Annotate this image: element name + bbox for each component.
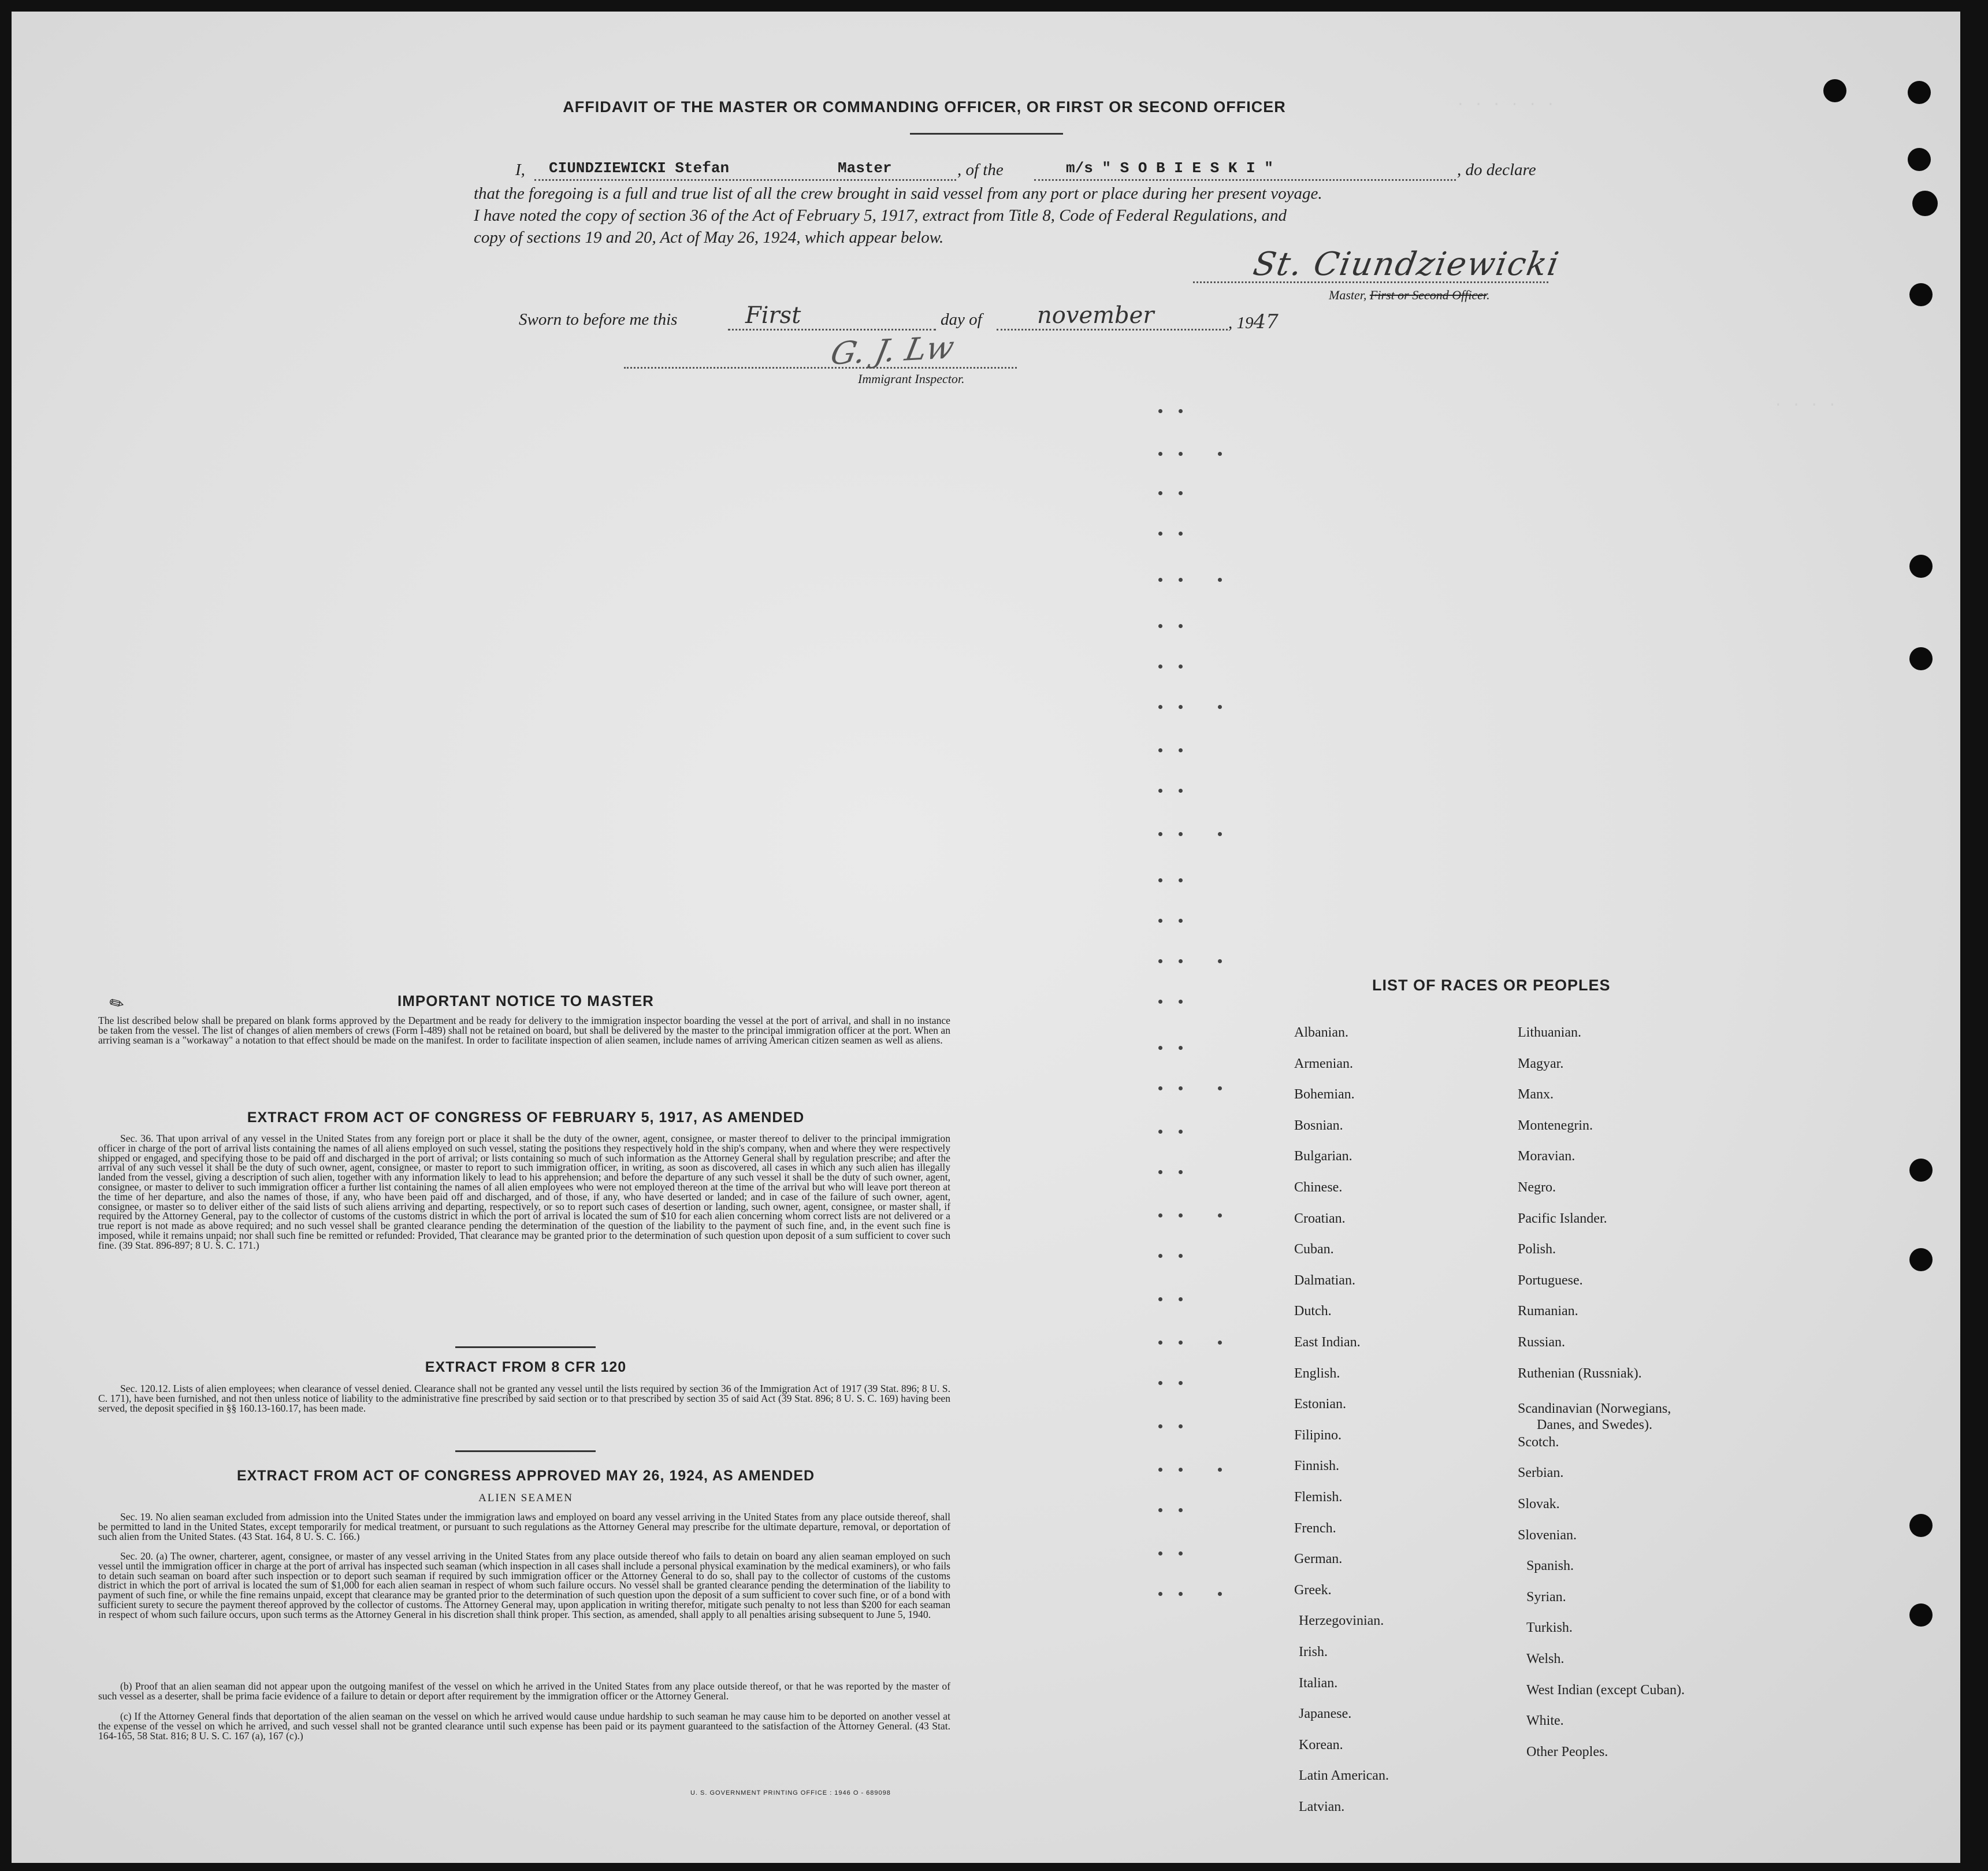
race-item: Filipino. xyxy=(1294,1427,1342,1443)
race-item: Flemish. xyxy=(1294,1490,1343,1505)
master-rank-value: Master xyxy=(838,159,892,177)
punch-hole-mark xyxy=(1908,148,1931,171)
notice-text: The list described below shall be prepared on blank forms approved by the Department and be ready for delivery to the immigration inspector boarding the vessel at the port of arrival, and shall in no instance be taken from the vessel. The list of changes of alien members of crews (Form I-489) shall not be retained on board, but shall be delivered by the master to the principal immigration officer at the port. When an arriving seaman is a "workaway" a notation to that effect should be made on the manifest. In order to facilitate inspection of alien seamen, include names of arriving American citizen seamen as well as aliens. xyxy=(98,1015,950,1046)
race-item: East Indian. xyxy=(1294,1335,1361,1350)
column-dot xyxy=(1158,1086,1162,1090)
punch-hole-mark xyxy=(1912,191,1938,216)
punch-hole-mark xyxy=(1823,79,1846,102)
column-dot xyxy=(1179,1551,1183,1556)
bleed-through-text: . . . . . . xyxy=(1456,92,1555,110)
race-item: Portuguese. xyxy=(1518,1272,1583,1288)
race-item: Dutch. xyxy=(1294,1304,1332,1319)
column-dot xyxy=(1158,1297,1162,1301)
extract-1917-title: EXTRACT FROM ACT OF CONGRESS OF FEBRUARY 5, 1917, AS AMENDED xyxy=(247,1109,805,1126)
race-item: Slovenian. xyxy=(1518,1527,1577,1543)
column-dot xyxy=(1158,664,1162,669)
sworn-month-field[interactable] xyxy=(997,302,1228,331)
column-dot xyxy=(1179,1170,1183,1174)
race-item: Welsh. xyxy=(1526,1651,1565,1666)
master-name-field[interactable] xyxy=(534,161,956,181)
sworn-day-field[interactable] xyxy=(728,302,936,331)
race-item: Japanese. xyxy=(1299,1706,1352,1722)
master-name-value: CIUNDZIEWICKI Stefan xyxy=(549,159,730,177)
column-dot xyxy=(1179,1508,1183,1512)
column-dot xyxy=(1179,1086,1183,1090)
race-item: White. xyxy=(1526,1713,1564,1729)
column-dot xyxy=(1218,1086,1222,1090)
column-dot xyxy=(1179,959,1183,963)
column-dot xyxy=(1179,1000,1183,1004)
column-dot xyxy=(1179,664,1183,669)
column-dot xyxy=(1179,1592,1183,1596)
signature-caption-end: . xyxy=(1487,288,1490,302)
column-dot xyxy=(1158,1424,1162,1428)
extract-8cfr-text: Sec. 120.12. Lists of alien employees; when clearance of vessel denied. Clearance shall not be granted any vessel until the lists required by section 36 of the Immigration Act of 1917 (39 Stat. 896; 8 U. S. C. 171), have been furnished, and not then unless notice of liability to the administrative fine prescribed by said section or to that prescribed by section 35 of said Act (39 Stat. 896; 8 U. S. C. 169) having been served, the deposit specified in §§ 160.13-160.17, has been made. xyxy=(98,1383,950,1414)
do-declare-label: , do declare xyxy=(1457,161,1536,179)
title-rule xyxy=(910,133,1063,135)
column-dot xyxy=(1179,532,1183,536)
punch-hole-mark xyxy=(1909,1603,1933,1627)
race-item: Bosnian. xyxy=(1294,1118,1343,1133)
race-item: Scotch. xyxy=(1518,1434,1559,1450)
race-item: Turkish. xyxy=(1526,1620,1573,1636)
column-dot xyxy=(1179,452,1183,456)
affidavit-line-3: I have noted the copy of section 36 of the Act of February 5, 1917, extract from Title 8, Code of Federal Regulations, and xyxy=(474,206,1287,225)
column-dot xyxy=(1179,578,1183,582)
inspector-signature-line xyxy=(624,355,1017,369)
year-field[interactable] xyxy=(1228,310,1279,333)
column-dot xyxy=(1158,1508,1162,1512)
race-item: Scandinavian (Norwegians, xyxy=(1518,1401,1671,1417)
race-item: Spanish. xyxy=(1526,1558,1574,1574)
column-dot xyxy=(1179,624,1183,628)
column-dot xyxy=(1158,832,1162,836)
race-item: Russian. xyxy=(1518,1335,1566,1350)
column-dot xyxy=(1179,1213,1183,1217)
extract-1924-subtitle: ALIEN SEAMEN xyxy=(478,1492,573,1504)
punch-hole-mark xyxy=(1909,555,1933,578)
column-dot xyxy=(1179,1254,1183,1258)
affidavit-line-2: that the foregoing is a full and true list of all the crew brought in said vessel from any port or place during her present voyage. xyxy=(474,184,1322,203)
race-item: Greek. xyxy=(1294,1582,1332,1598)
column-dot xyxy=(1179,832,1183,836)
race-item: Magyar. xyxy=(1518,1056,1564,1071)
race-item: Other Peoples. xyxy=(1526,1744,1608,1759)
race-item: Serbian. xyxy=(1518,1465,1564,1481)
race-item: Armenian. xyxy=(1294,1056,1353,1071)
column-dot xyxy=(1158,705,1162,709)
signature-caption-struck: First or Second Officer xyxy=(1369,288,1487,302)
column-dot xyxy=(1179,1046,1183,1050)
column-dot xyxy=(1158,748,1162,752)
column-dot xyxy=(1179,789,1183,793)
i-label: I, xyxy=(515,161,525,179)
column-dot xyxy=(1158,624,1162,628)
race-item: Estonian. xyxy=(1294,1397,1346,1412)
race-item: Bohemian. xyxy=(1294,1087,1355,1102)
column-dot xyxy=(1179,1297,1183,1301)
race-item: Bulgarian. xyxy=(1294,1149,1352,1164)
race-item: Manx. xyxy=(1518,1087,1554,1102)
column-dot xyxy=(1179,1468,1183,1472)
race-item: Montenegrin. xyxy=(1518,1118,1593,1133)
race-item: Italian. xyxy=(1299,1675,1338,1691)
race-item: Syrian. xyxy=(1526,1589,1566,1605)
race-item: English. xyxy=(1294,1365,1340,1381)
race-item: Herzegovinian. xyxy=(1299,1613,1384,1629)
inspector-caption: Immigrant Inspector. xyxy=(858,372,965,386)
race-item: Latin American. xyxy=(1299,1768,1389,1784)
race-item: Pacific Islander. xyxy=(1518,1211,1607,1226)
column-dot xyxy=(1179,1130,1183,1134)
column-dot xyxy=(1179,1341,1183,1345)
race-item: Polish. xyxy=(1518,1242,1556,1257)
race-item: German. xyxy=(1294,1551,1343,1567)
column-dot xyxy=(1158,878,1162,882)
races-title: LIST OF RACES OR PEOPLES xyxy=(1372,977,1611,994)
punch-hole-mark xyxy=(1909,1248,1933,1271)
column-dot xyxy=(1179,705,1183,709)
vessel-name-value: m/s " S O B I E S K I " xyxy=(1066,159,1273,177)
column-dot xyxy=(1158,491,1162,495)
notice-title: IMPORTANT NOTICE TO MASTER xyxy=(397,992,654,1009)
column-dot xyxy=(1158,532,1162,536)
race-item: Rumanian. xyxy=(1518,1304,1578,1319)
extract-1924-sec20b: (b) Proof that an alien seaman did not appear upon the outgoing manifest of the vessel on which he arrived in the United States from any place outside thereof, or that he was reported by the master of such vessel as a deserter, shall be prima facie evidence of a failure to detain or deport after requirement by the immigration officer or the Attorney General. xyxy=(98,1680,950,1702)
master-signature-line xyxy=(1193,270,1548,283)
column-dot xyxy=(1158,1130,1162,1134)
day-of-label: day of xyxy=(941,310,982,329)
punch-hole-mark xyxy=(1909,1159,1933,1182)
printer-footer: U. S. GOVERNMENT PRINTING OFFICE : 1946 O - 689098 xyxy=(690,1790,891,1796)
extract-1924-title: EXTRACT FROM ACT OF CONGRESS APPROVED MAY 26, 1924, AS AMENDED xyxy=(236,1468,815,1484)
column-dot xyxy=(1218,1592,1222,1596)
column-dot xyxy=(1158,1046,1162,1050)
column-dot xyxy=(1218,1213,1222,1217)
column-dot xyxy=(1218,1468,1222,1472)
sworn-month-value: november xyxy=(1037,302,1154,329)
extract-1924-sec20a: Sec. 20. (a) The owner, charterer, agent, consignee, or master of any vessel arriving in the United States from any place outside thereof who fails to detain on board any alien seaman employed on such vessel until the immigration officer in charge at the port of arrival has inspected such seaman (which inspection in all cases shall include a personal physical examination by the medical examiners), or who fails to detain such seaman on board after such inspection or to deport such seaman if required by such immigration officer or the Attorney General to do so, shall pay to the collector of customs of the customs district in which the port of arrival is located the sum of $1,000 for each alien seaman in respect of whom such failure occurs. No vessel shall be granted clearance pending the determination of the liability to payment of such fine, or while the fine remains unpaid, except that clearance may be granted prior to the determination of such question upon the deposit of a sum sufficient to cover such fine, or of a bond with sufficient surety to secure the payment thereof approved by the collector of customs. The Attorney General may, upon application in writing therefor, mitigate such penalty to not less than $200 for each seaman in respect of whom such failure occurs, upon such terms as the Attorney General in his discretion shall think proper. This section, as amended, shall apply to all penalties arising subsequent to June 5, 1940. xyxy=(98,1550,950,1620)
race-item: Negro. xyxy=(1518,1180,1556,1195)
race-item: Slovak. xyxy=(1518,1497,1560,1512)
column-dot xyxy=(1158,1000,1162,1004)
section-rule xyxy=(455,1450,596,1452)
column-dot xyxy=(1158,1551,1162,1556)
vessel-name-field[interactable] xyxy=(1034,161,1456,181)
column-dot xyxy=(1179,491,1183,495)
punch-hole-mark xyxy=(1908,81,1931,104)
column-dot xyxy=(1218,832,1222,836)
column-dot xyxy=(1158,1341,1162,1345)
of-the-label: , of the xyxy=(957,161,1004,179)
column-dot xyxy=(1158,452,1162,456)
affidavit-line-4: copy of sections 19 and 20, Act of May 26, 1924, which appear below. xyxy=(474,228,944,247)
column-dot xyxy=(1158,789,1162,793)
column-dot xyxy=(1179,748,1183,752)
column-dot xyxy=(1158,1254,1162,1258)
column-dot xyxy=(1158,578,1162,582)
column-dot xyxy=(1218,705,1222,709)
column-dot xyxy=(1158,1468,1162,1472)
race-item: Cuban. xyxy=(1294,1242,1334,1257)
sworn-day-value: First xyxy=(745,302,801,329)
affidavit-title: AFFIDAVIT OF THE MASTER OR COMMANDING OFFICER, OR FIRST OR SECOND OFFICER xyxy=(563,98,1286,116)
race-item: Dalmatian. xyxy=(1294,1272,1355,1288)
extract-8cfr-title: EXTRACT FROM 8 CFR 120 xyxy=(425,1359,627,1375)
column-dot xyxy=(1158,1170,1162,1174)
year-prefix: , 19 xyxy=(1228,314,1254,332)
year-suffix-value: 47 xyxy=(1253,310,1279,333)
column-dot xyxy=(1179,1381,1183,1385)
extract-1924-sec20c: (c) If the Attorney General finds that deportation of the alien seaman on the vessel on which he arrived would cause undue hardship to such seaman he may cause him to be deported on another vessel at the expense of the vessel on which he arrived, and such vessel shall not be granted clearance until such expense has been paid or its payment guaranteed to the satisfaction of the Attorney General. (43 Stat. 164-165, 58 Stat. 816; 8 U. S. C. 167 (a), 167 (c).) xyxy=(98,1710,950,1742)
race-item: West Indian (except Cuban). xyxy=(1526,1682,1685,1698)
bleed-through-text: . . . . xyxy=(1774,393,1837,410)
stray-mark: ✎ xyxy=(106,992,128,1016)
column-dot xyxy=(1218,578,1222,582)
race-item: Latvian. xyxy=(1299,1799,1345,1814)
signature-caption xyxy=(1329,288,1490,303)
column-dot xyxy=(1158,1213,1162,1217)
column-dot xyxy=(1158,409,1162,413)
punch-hole-mark xyxy=(1909,647,1933,670)
race-item: Moravian. xyxy=(1518,1149,1575,1164)
column-dot xyxy=(1179,1424,1183,1428)
extract-1917-text: Sec. 36. That upon arrival of any vessel in the United States from any foreign port or place it shall be the duty of the owner, agent, consignee, or master thereof to deliver to the principal immigration officer in charge of the port of arrival lists containing the names of all aliens employed on such vessel, stating the positions they respectively hold in the ship's company, when and where they were respectively shipped or engaged, and specifying those to be paid off and discharged in the port of arrival; or lists containing so much of such information as the Attorney General shall by regulation prescribe; and after the arrival of any such vessel it shall be the duty of such owner, agent, consignee, or master to report to such immigration officer, in writing, as soon as discovered, all cases in which any such alien has illegally landed from the vessel, giving a description of such alien, together with any information likely to lead to his apprehension; and before the departure of any such vessel it shall be the duty of such owner, agent, consignee, or master to deliver to such immigration officer a further list containing the names of all alien employees who were not employed thereon at the time of the arrival but who will leave port thereon at the time of her departure, and also the names of those, if any, who have been paid off and discharged, and of those, if any, who have deserted or landed; and in case of the failure of such owner, agent, consignee, or master so to deliver either of the said lists of such aliens arriving and departing, respectively, or so to report such cases of desertion or landing, such owner, agent, consignee, or master shall, if required by the Attorney General, pay to the collector of customs of the customs district in which the port of arrival is located the sum of $10 for each alien concerning whom correct lists are not delivered or a true report is not made as above required; and no such vessel shall be granted clearance pending the determination of the question of the liability to the payment of such fine, and, in the event such fine is imposed, while it remains unpaid; nor shall such fine be remitted or refunded: Provided, That clearance may be granted prior to the determination of such question upon deposit of a sum sufficient to cover such fine. (39 Stat. 896-897; 8 U. S. C. 171.) xyxy=(98,1133,950,1251)
race-item: Lithuanian. xyxy=(1518,1025,1581,1040)
signature-caption-master: Master, xyxy=(1329,288,1367,302)
column-dot xyxy=(1218,1341,1222,1345)
column-dot xyxy=(1218,452,1222,456)
race-item: Croatian. xyxy=(1294,1211,1346,1226)
race-item: Korean. xyxy=(1299,1737,1343,1753)
column-dot xyxy=(1158,1592,1162,1596)
inspector-signature: G. J. Lw xyxy=(827,329,957,372)
race-item: Ruthenian (Russniak). xyxy=(1518,1365,1642,1381)
section-rule xyxy=(455,1346,596,1348)
column-dot xyxy=(1158,919,1162,923)
race-item: Albanian. xyxy=(1294,1025,1348,1040)
column-dot xyxy=(1179,919,1183,923)
race-item: French. xyxy=(1294,1520,1336,1536)
column-dot xyxy=(1158,1381,1162,1385)
punch-hole-mark xyxy=(1909,283,1933,306)
race-item: Danes, and Swedes). xyxy=(1537,1417,1652,1433)
column-dot xyxy=(1179,409,1183,413)
race-item: Irish. xyxy=(1299,1644,1328,1660)
column-dot xyxy=(1218,959,1222,963)
punch-hole-mark xyxy=(1909,1514,1933,1537)
master-signature: St. Ciundziewicki xyxy=(1250,246,1563,283)
column-dot xyxy=(1179,878,1183,882)
race-item: Finnish. xyxy=(1294,1458,1340,1474)
extract-1924-sec19: Sec. 19. No alien seaman excluded from admission into the United States under the immigration laws and employed on board any vessel arriving in the United States from any place outside thereof, shall be permitted to land in the United States, except temporarily for medical treatment, or pursuant to such regulations as the Attorney General may prescribe for the ultimate departure, removal, or deportation of such alien from the United States. (43 Stat. 164, 8 U. S. C. 166.) xyxy=(98,1511,950,1542)
column-dot xyxy=(1158,959,1162,963)
race-item: Chinese. xyxy=(1294,1180,1343,1195)
sworn-label: Sworn to before me this xyxy=(519,310,678,329)
